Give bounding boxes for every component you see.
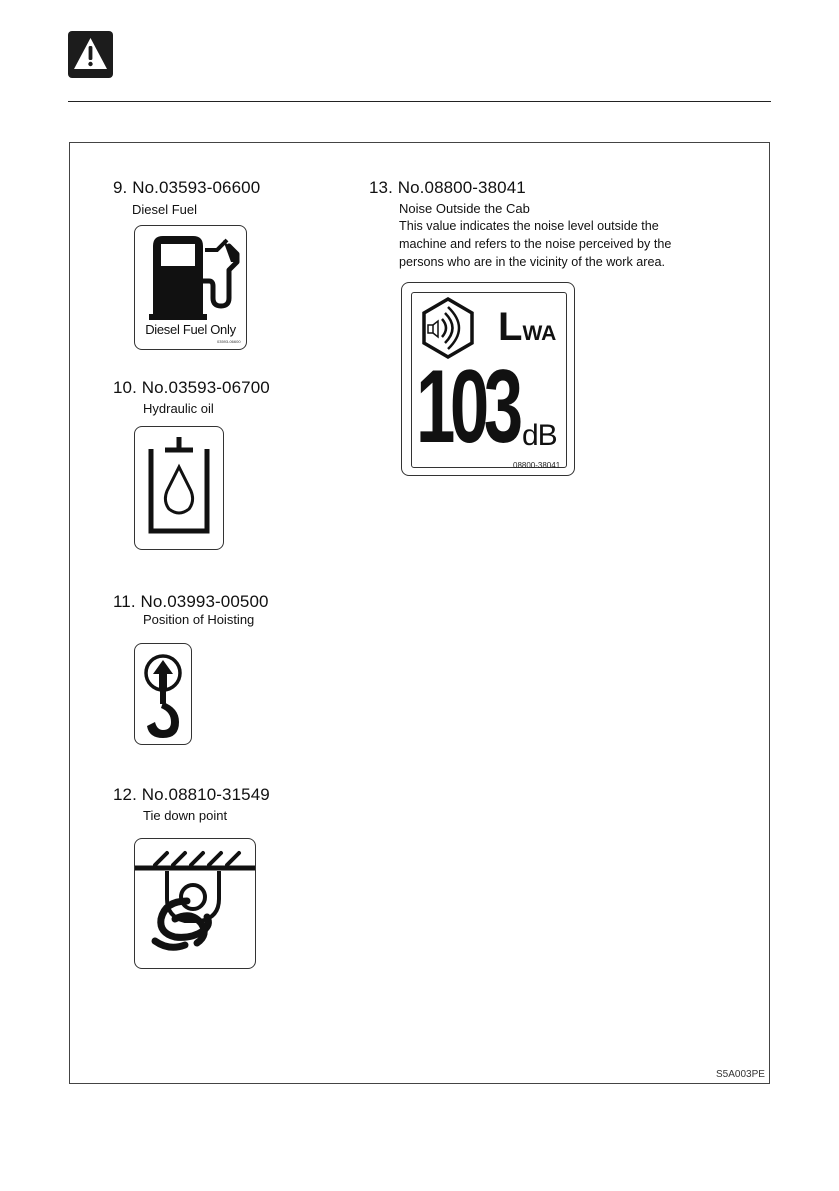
hoisting-decal — [134, 643, 192, 745]
lwa-subscript: WA — [522, 322, 557, 345]
item-11-subtitle: Position of Hoisting — [143, 612, 255, 627]
noise-decal — [401, 282, 575, 476]
item-12-title: 12. No.08810-31549 — [113, 785, 270, 804]
item-9-subtitle: Diesel Fuel — [132, 202, 198, 217]
noise-decal-code: 08800-38041 — [513, 461, 561, 470]
warning-box — [68, 31, 113, 78]
item-12-subtitle: Tie down point — [143, 808, 228, 823]
lwa-main: L — [498, 305, 523, 349]
tie-down-decal — [134, 838, 256, 969]
lwa-symbol — [498, 307, 556, 354]
hydraulic-oil-icon — [135, 427, 223, 549]
header-rule — [68, 101, 771, 102]
item-11-title: 11. No.03993-00500 — [113, 592, 269, 611]
noise-description-line-3: persons who are in the vicinity of the work area. — [399, 255, 665, 269]
item-13-title: 13. No.08800-38041 — [369, 178, 526, 197]
hydraulic-oil-decal — [134, 426, 224, 550]
item-10-subtitle: Hydraulic oil — [143, 401, 214, 416]
hoist-hook-icon — [135, 644, 191, 744]
fuel-pump-icon — [135, 226, 246, 326]
diesel-decal-code: 03593-06600 — [217, 339, 241, 344]
noise-unit: dB — [522, 419, 557, 452]
diesel-fuel-decal — [134, 225, 247, 350]
noise-description-line-2: machine and refers to the noise perceived by the — [399, 237, 672, 251]
tie-down-icon — [135, 839, 255, 968]
noise-value: 103 — [416, 349, 518, 465]
figure-code: S5A003PE — [716, 1069, 765, 1080]
noise-description-line-1: This value indicates the noise level outside the — [399, 219, 659, 233]
diesel-decal-text: Diesel Fuel Only — [145, 322, 236, 337]
item-13-subtitle: Noise Outside the Cab — [399, 201, 530, 216]
warning-triangle-icon — [68, 31, 113, 78]
item-10-title: 10. No.03593-06700 — [113, 378, 270, 397]
item-9-title: 9. No.03593-06600 — [113, 178, 261, 197]
